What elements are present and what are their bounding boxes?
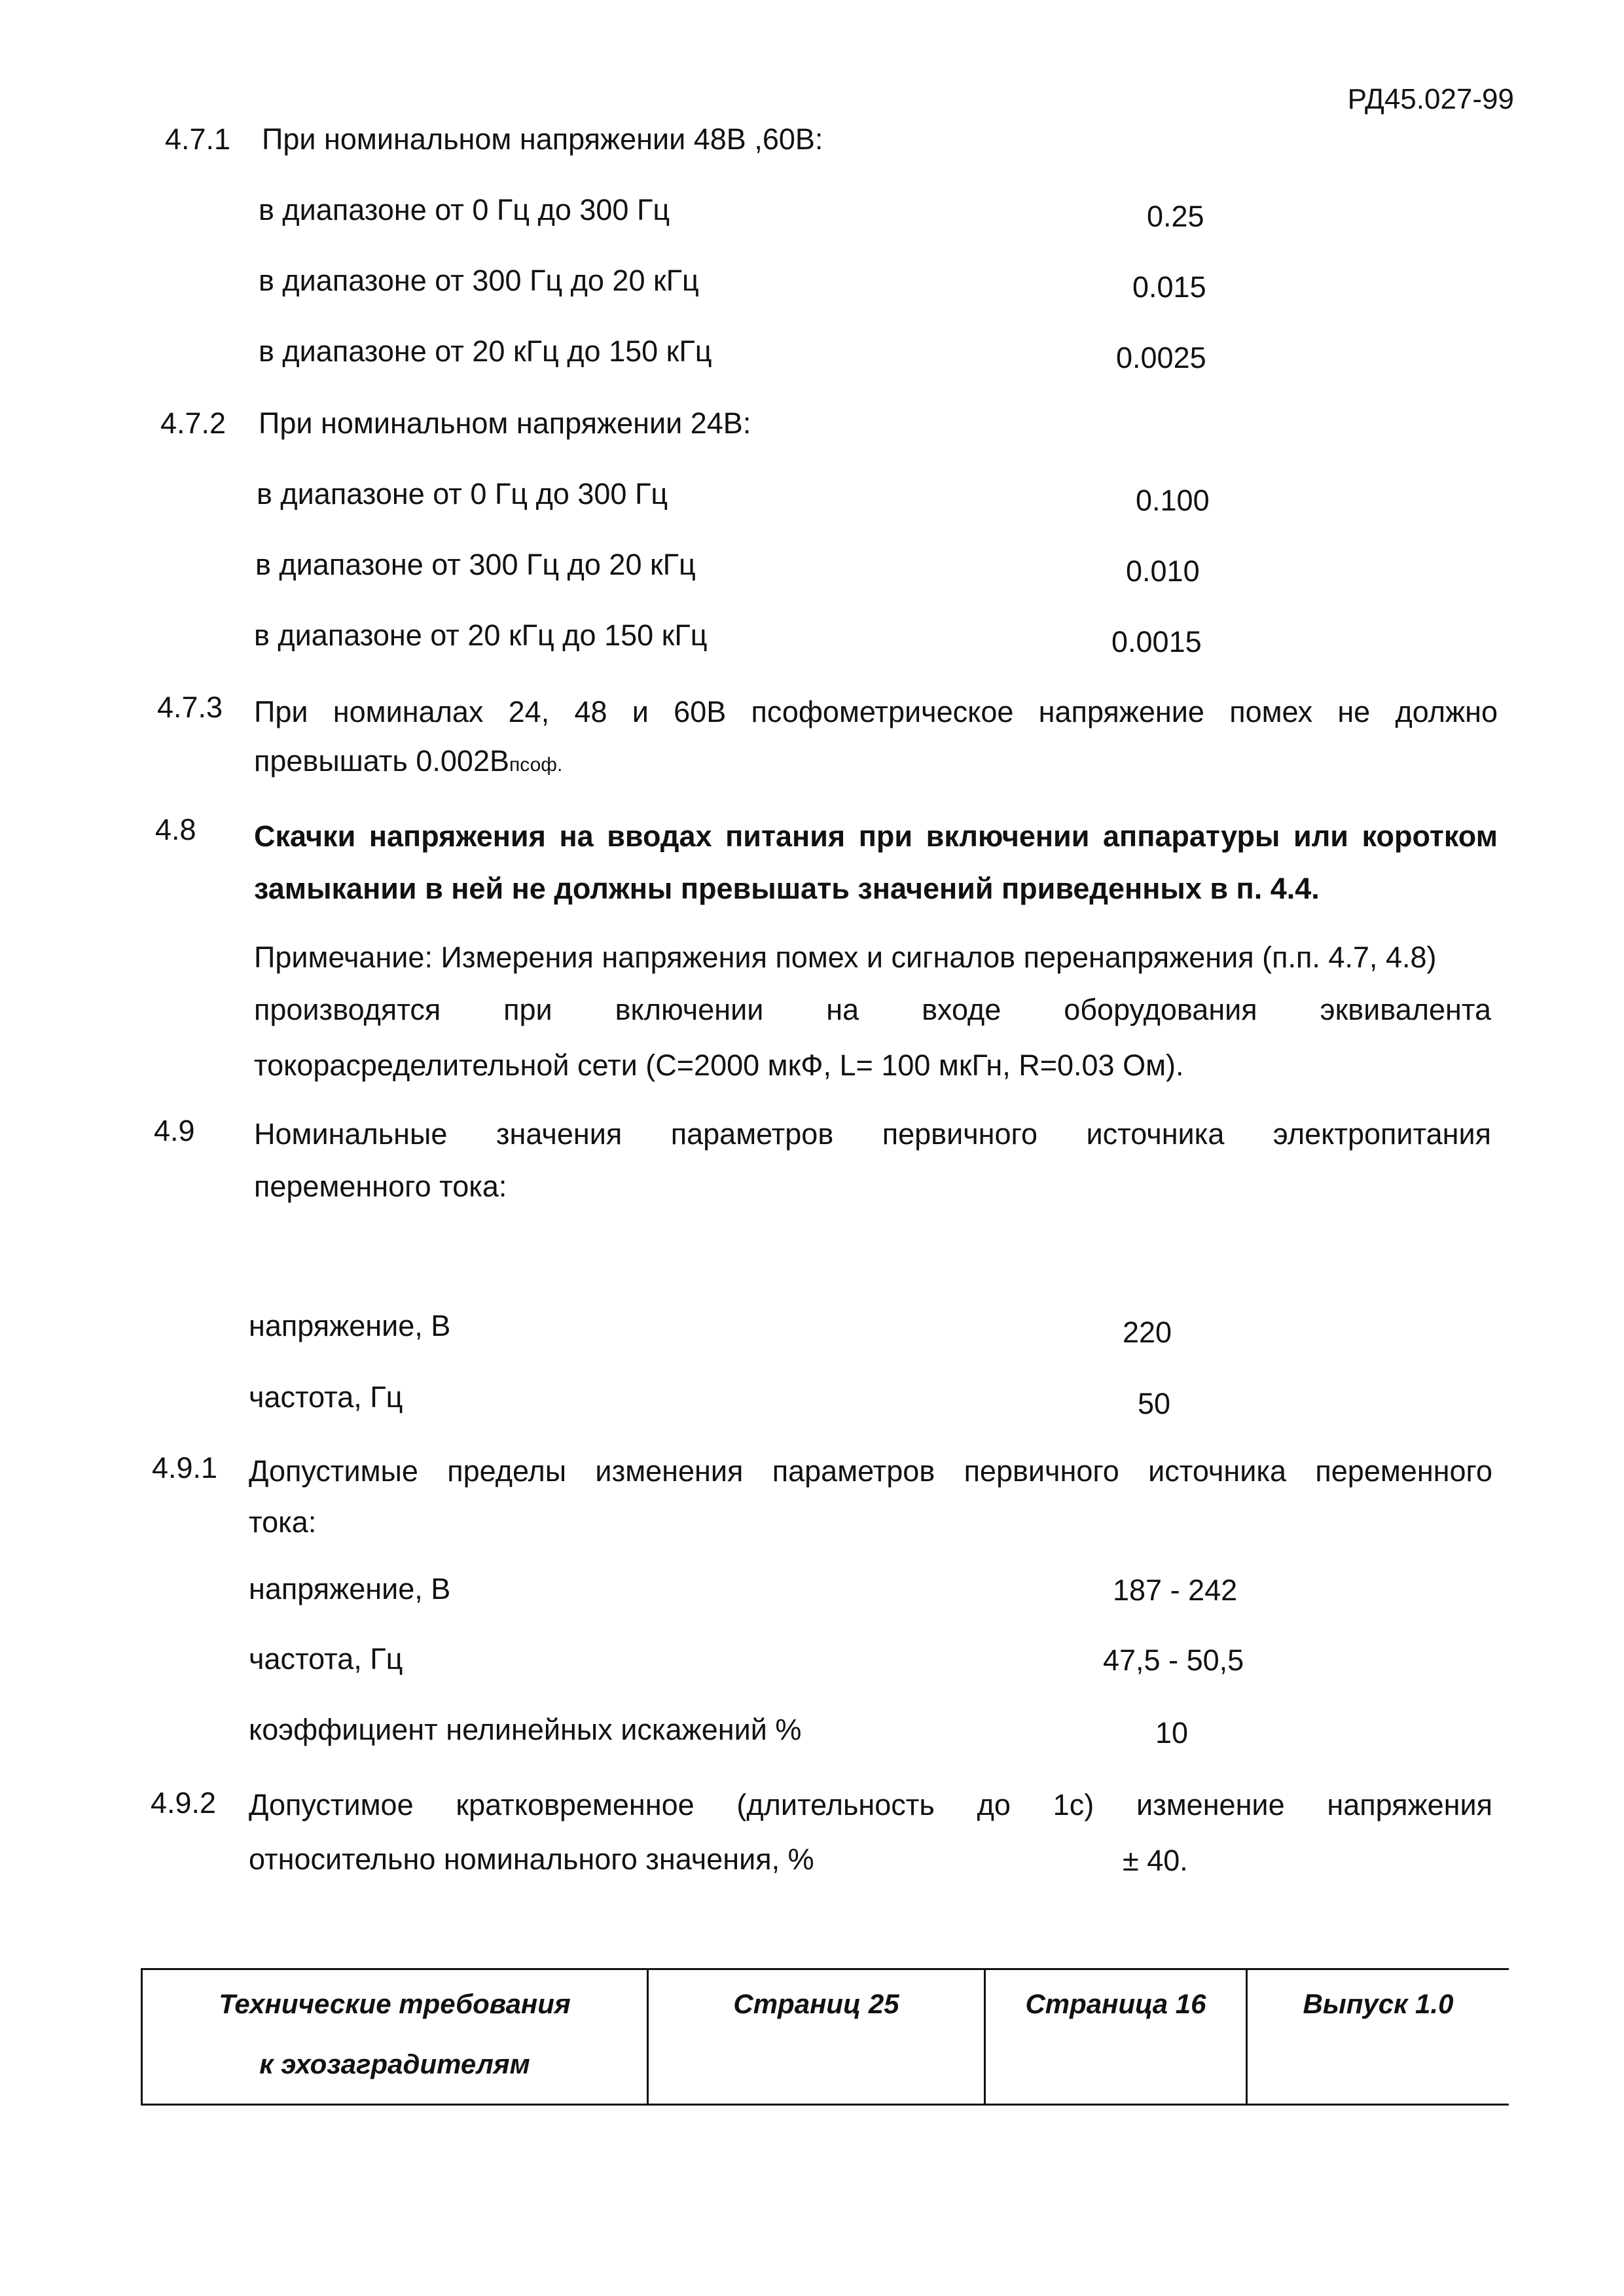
section-number: 4.7.2 bbox=[160, 406, 226, 440]
range-value: 0.010 bbox=[1126, 554, 1200, 588]
param-value: ± 40. bbox=[1123, 1844, 1188, 1877]
param-label: частота, Гц bbox=[249, 1642, 403, 1676]
range-label: в диапазоне от 20 кГц до 150 кГц bbox=[254, 619, 708, 652]
section-number: 4.9.1 bbox=[152, 1451, 218, 1484]
limit-subscript: псоф. bbox=[509, 754, 563, 776]
footer-title-line: к эхозаградителям bbox=[259, 2049, 530, 2079]
section-number: 4.9 bbox=[154, 1114, 195, 1147]
param-value: 50 bbox=[1138, 1387, 1171, 1420]
range-label: в диапазоне от 300 Гц до 20 кГц bbox=[255, 548, 696, 581]
section-number: 4.9.2 bbox=[151, 1786, 217, 1820]
section-number: 4.8 bbox=[155, 813, 196, 846]
range-value: 0.015 bbox=[1132, 270, 1206, 304]
paragraph-line bbox=[254, 746, 562, 776]
paragraph-line: тока: bbox=[249, 1505, 317, 1539]
param-label: коэффициент нелинейных искажений % bbox=[249, 1713, 802, 1746]
footer-page-cell: Страница 16 bbox=[985, 1969, 1247, 2105]
range-value: 0.25 bbox=[1147, 200, 1204, 233]
section-title: При номинальном напряжении 24В: bbox=[259, 406, 751, 440]
range-label: в диапазоне от 20 кГц до 150 кГц bbox=[259, 334, 712, 368]
footer-title-line: Технические требования bbox=[219, 1988, 571, 2019]
note-line: производятся при включении на входе оборудования эквивалента bbox=[254, 993, 1491, 1026]
range-label: в диапазоне от 300 Гц до 20 кГц bbox=[259, 264, 699, 297]
paragraph-line: Номинальные значения параметров первичного источника электропитания bbox=[254, 1117, 1491, 1151]
paragraph-line: Скачки напряжения на вводах питания при включении аппаратуры или коротком bbox=[254, 819, 1498, 853]
section-number: 4.7.3 bbox=[157, 691, 223, 724]
param-label: напряжение, В bbox=[249, 1572, 451, 1605]
paragraph-line: Допустимые пределы изменения параметров первичного источника переменного bbox=[249, 1454, 1492, 1488]
param-value: 220 bbox=[1123, 1316, 1172, 1349]
paragraph-line: переменного тока: bbox=[254, 1170, 507, 1203]
document-code: РД45.027-99 bbox=[1347, 83, 1514, 115]
paragraph-line: относительно номинального значения, % bbox=[249, 1842, 814, 1876]
range-label: в диапазоне от 0 Гц до 300 Гц bbox=[259, 193, 670, 226]
paragraph-line: замыкании в ней не должны превышать значений приведенных в п. 4.4. bbox=[254, 872, 1320, 905]
param-value: 47,5 - 50,5 bbox=[1103, 1643, 1244, 1677]
paragraph-line: Допустимое кратковременное (длительность до 1с) изменение напряжения bbox=[249, 1788, 1492, 1821]
paragraph-line: При номиналах 24, 48 и 60В псофометрическое напряжение помех не должно bbox=[254, 695, 1498, 728]
range-value: 0.100 bbox=[1136, 484, 1210, 517]
param-value: 187 - 242 bbox=[1113, 1573, 1238, 1607]
limit-text: превышать 0.002В bbox=[254, 744, 509, 778]
param-label: напряжение, В bbox=[249, 1309, 451, 1342]
footer-pages-cell: Страниц 25 bbox=[648, 1969, 985, 2105]
param-value: 10 bbox=[1155, 1716, 1189, 1749]
note-line: Примечание: Измерения напряжения помех и сигналов перенапряжения (п.п. 4.7, 4.8) bbox=[254, 941, 1437, 974]
section-title: При номинальном напряжении 48В ,60В: bbox=[262, 122, 823, 156]
footer-title-cell bbox=[142, 1969, 648, 2105]
footer-table bbox=[141, 1968, 1509, 2106]
section-number: 4.7.1 bbox=[165, 122, 231, 156]
range-value: 0.0015 bbox=[1111, 625, 1202, 658]
note-line: токорасределительной сети (С=2000 мкФ, L= 100 мкГн, R=0.03 Ом). bbox=[254, 1049, 1184, 1082]
param-label: частота, Гц bbox=[249, 1380, 403, 1414]
range-label: в диапазоне от 0 Гц до 300 Гц bbox=[257, 477, 668, 511]
footer-issue-cell: Выпуск 1.0 bbox=[1247, 1969, 1509, 2105]
range-value: 0.0025 bbox=[1116, 341, 1206, 374]
